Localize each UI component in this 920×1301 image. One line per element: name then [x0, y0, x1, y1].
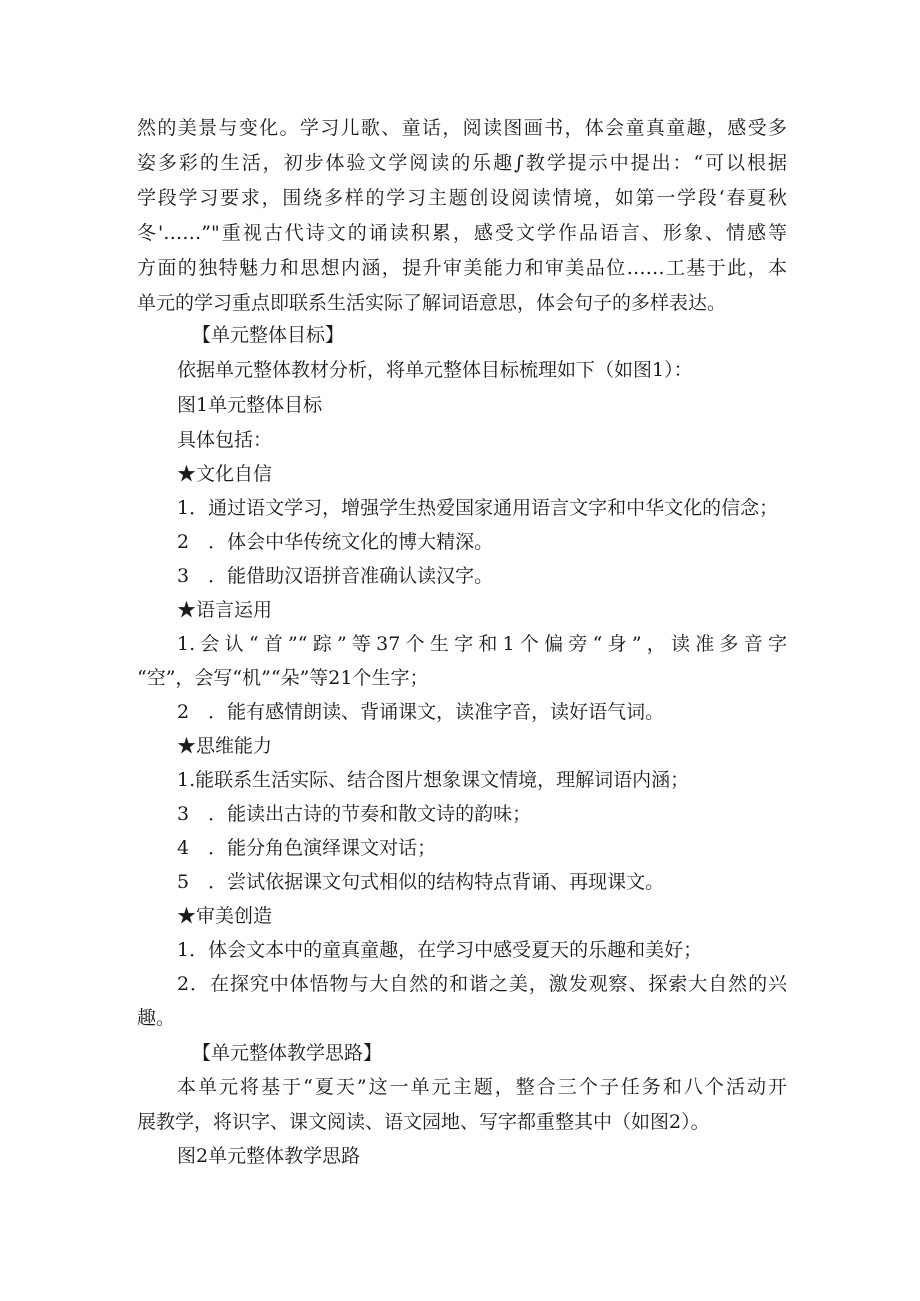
section-heading-teaching-approach: 【单元整体教学思路】	[192, 1042, 383, 1064]
list-item: 1.能联系生活实际、结合图片想象课文情境，理解词语内涵；	[177, 769, 690, 791]
list-item: 4 ．能分角色演绎课文对话；	[177, 837, 437, 859]
section-heading-unit-goals: 【单元整体目标】	[192, 324, 345, 346]
paragraph-line: 本单元将基于“夏天”这一单元主题，整合三个子任务和八个活动开	[177, 1076, 787, 1098]
list-item: 1．通过语文学习，增强学生热爱国家通用语言文字和中华文化的信念；	[177, 497, 779, 519]
figure-caption-1: 图1单元整体目标	[177, 394, 323, 416]
list-item: 3 ．能借助汉语拼音准确认读汉字。	[177, 565, 494, 587]
paragraph-line: 依据单元整体教材分析，将单元整体目标梳理如下（如图1）：	[177, 359, 693, 381]
paragraph-line: 具体包括：	[177, 429, 273, 451]
paragraph-line: 展教学，将识字、课文阅读、语文园地、写字都重整其中（如图2）。	[137, 1111, 710, 1133]
subheading-cultural-confidence: ★文化自信	[177, 463, 273, 485]
subheading-language-use: ★语言运用	[177, 599, 273, 621]
list-item: 2 ．能有感情朗读、背诵课文，读准字音，读好语气词。	[177, 701, 665, 723]
subheading-thinking-ability: ★思维能力	[177, 735, 273, 757]
list-item: 2．在探究中体悟物与大自然的和谐之美，激发观察、探索大自然的兴	[177, 973, 787, 995]
paragraph-line: 然的美景与变化。学习儿歌、童话，阅读图画书，体会童真童趣，感受多	[137, 117, 787, 139]
list-item: 1.会认“首”“踪”等37个生字和1个偏旁“身”，读准多音字	[177, 633, 787, 655]
list-item: 2 ．体会中华传统文化的博大精深。	[177, 531, 494, 553]
list-item-continuation: 趣。	[137, 1007, 176, 1029]
figure-caption-2: 图2单元整体教学思路	[177, 1145, 361, 1167]
list-item-continuation: “空”，会写“机”“朵”等21个生字；	[137, 667, 429, 689]
paragraph-line: 冬'……”"重视古代诗文的诵读积累，感受文学作品语言、形象、情感等	[137, 222, 787, 244]
list-item: 3 ．能读出古诗的节奏和散文诗的韵味；	[177, 803, 532, 825]
list-item: 5 ．尝试依据课文句式相似的结构特点背诵、再现课文。	[177, 871, 665, 893]
paragraph-line: 单元的学习重点即联系生活实际了解词语意思，体会句子的多样表达。	[137, 292, 727, 314]
paragraph-line: 学段学习要求，围绕多样的学习主题创设阅读情境，如第一学段‘春夏秋	[137, 187, 787, 209]
paragraph-line: 姿多彩的生活，初步体验文学阅读的乐趣∫教学提示中提出：“可以根据	[137, 152, 787, 174]
list-item: 1．体会文本中的童真童趣，在学习中感受夏天的乐趣和美好；	[177, 939, 703, 961]
subheading-aesthetic-creation: ★审美创造	[177, 905, 273, 927]
paragraph-line: 方面的独特魅力和思想内涵，提升审美能力和审美品位……工基于此，本	[137, 257, 787, 279]
